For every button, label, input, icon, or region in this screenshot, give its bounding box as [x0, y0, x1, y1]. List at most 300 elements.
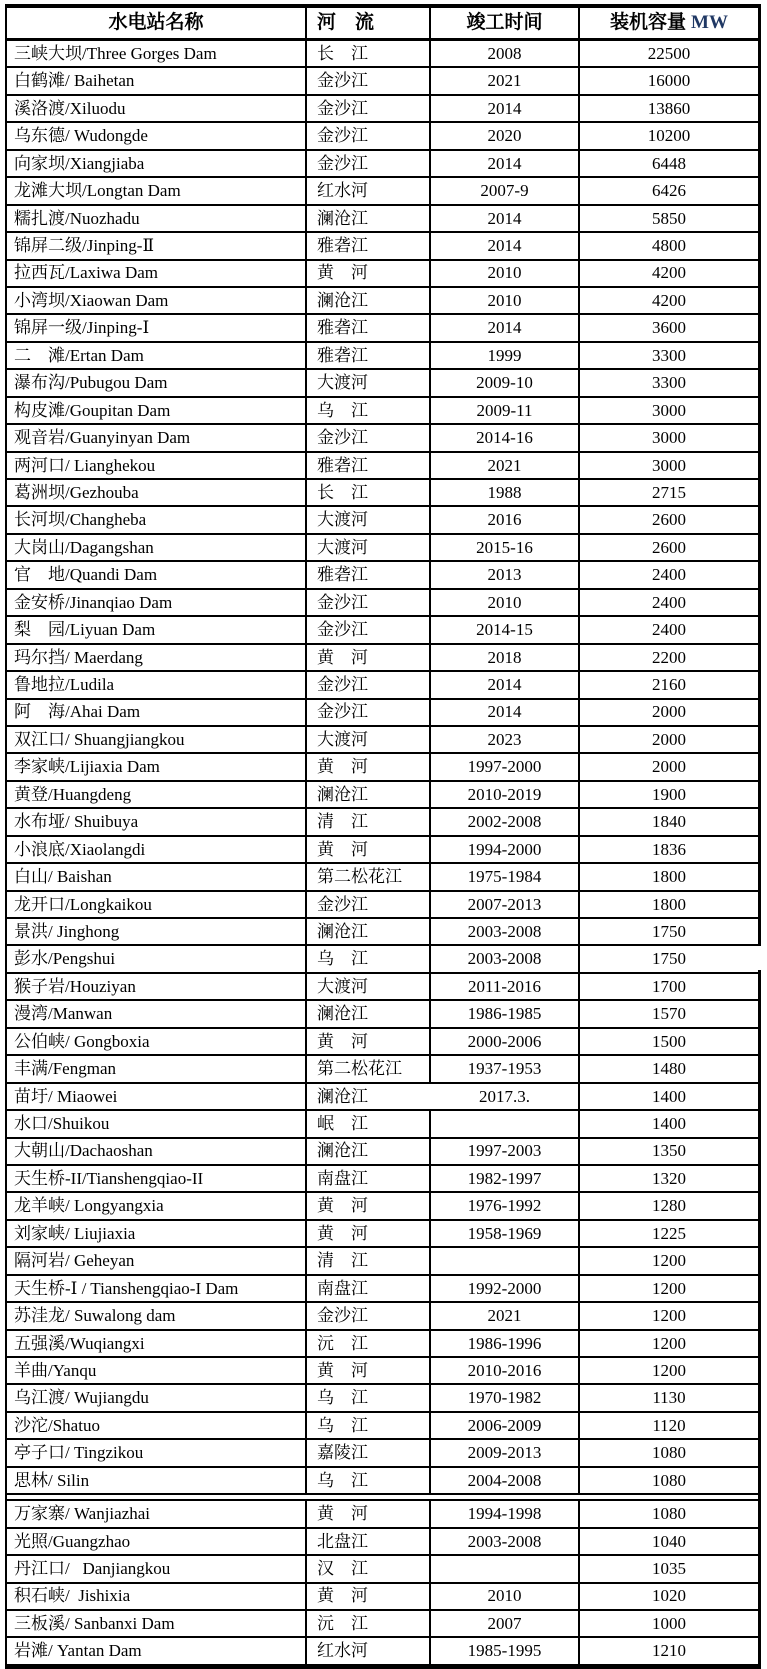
table-row: [7, 644, 758, 671]
completed-cell: 1997-2003: [430, 1138, 579, 1165]
column-header-station-name: 水电站名称: [7, 8, 306, 40]
station-name-cell: 龙羊峡/ Longyangxia: [7, 1192, 306, 1219]
station-name-cell: 白山/ Baishan: [7, 863, 306, 890]
river-cell: 乌 江: [306, 945, 430, 972]
completed-cell: 2010: [430, 1583, 579, 1610]
station-name-cell: 刘家峡/ Liujiaxia: [7, 1220, 306, 1247]
station-name-cell: 丰满/Fengman: [7, 1055, 306, 1082]
river-cell: 金沙江: [306, 891, 430, 918]
completed-cell: 2015-16: [430, 534, 579, 561]
station-name-cell: 大岗山/Dagangshan: [7, 534, 306, 561]
station-name-cell: 万家寨/ Wanjiazhai: [7, 1500, 306, 1527]
river-cell: 大渡河: [306, 726, 430, 753]
capacity-cell: 1500: [579, 1028, 758, 1055]
capacity-cell: 1200: [579, 1330, 758, 1357]
table-row: [7, 726, 758, 753]
capacity-cell: 1836: [579, 836, 758, 863]
table-row: [7, 287, 758, 314]
completed-cell: 2014: [430, 205, 579, 232]
completed-cell: 2014-16: [430, 424, 579, 451]
river-cell: 沅 江: [306, 1330, 430, 1357]
capacity-cell: 1750: [579, 945, 758, 972]
station-name-cell: 岩滩/ Yantan Dam: [7, 1637, 306, 1664]
completed-cell: 1997-2000: [430, 753, 579, 780]
completed-cell: 2014: [430, 232, 579, 259]
capacity-cell: 1080: [579, 1439, 758, 1466]
station-name-cell: 三峡大坝/Three Gorges Dam: [7, 40, 306, 68]
capacity-cell: 2600: [579, 534, 758, 561]
capacity-cell: 1750: [579, 918, 758, 945]
completed-cell: 1970-1982: [430, 1384, 579, 1411]
river-cell: 红水河: [306, 1637, 430, 1664]
station-name-cell: 拉西瓦/Laxiwa Dam: [7, 260, 306, 287]
river-cell: 大渡河: [306, 973, 430, 1000]
completed-cell: 2010: [430, 260, 579, 287]
completed-cell: 1999: [430, 342, 579, 369]
river-cell: 雅砻江: [306, 452, 430, 479]
river-cell: 金沙江: [306, 616, 430, 643]
river-cell: 金沙江: [306, 699, 430, 726]
table-row: [7, 1500, 758, 1527]
completed-cell: [430, 1555, 579, 1582]
station-name-cell: 丹江口/ Danjiangkou: [7, 1555, 306, 1582]
station-name-cell: 乌江渡/ Wujiangdu: [7, 1384, 306, 1411]
river-cell: 乌 江: [306, 1384, 430, 1411]
river-cell: 金沙江: [306, 150, 430, 177]
river-cell: 沅 江: [306, 1610, 430, 1637]
river-cell: 乌 江: [306, 1412, 430, 1439]
completed-cell: 1985-1995: [430, 1637, 579, 1664]
table-row: [7, 589, 758, 616]
completed-cell: [430, 1110, 579, 1137]
capacity-cell: 2600: [579, 506, 758, 533]
station-name-cell: 天生桥-Ⅰ / Tianshengqiao-I Dam: [7, 1275, 306, 1302]
capacity-cell: 4200: [579, 260, 758, 287]
completed-cell: 2009-2013: [430, 1439, 579, 1466]
capacity-cell: 2000: [579, 753, 758, 780]
capacity-cell: 2400: [579, 616, 758, 643]
river-cell: 大渡河: [306, 534, 430, 561]
completed-cell: 2007-9: [430, 177, 579, 204]
station-name-cell: 小浪底/Xiaolangdi: [7, 836, 306, 863]
table-row: [7, 781, 758, 808]
capacity-cell: 1200: [579, 1247, 758, 1274]
completed-cell: 2016: [430, 506, 579, 533]
completed-cell: 2014: [430, 314, 579, 341]
river-cell: 雅砻江: [306, 342, 430, 369]
table-row: [7, 1138, 758, 1165]
table-row: [7, 1610, 758, 1637]
river-cell: 岷 江: [306, 1110, 430, 1137]
capacity-cell: 4800: [579, 232, 758, 259]
table-row: [7, 699, 758, 726]
completed-cell: 1958-1969: [430, 1220, 579, 1247]
completed-cell: 2011-2016: [430, 973, 579, 1000]
column-header-capacity-zh: 装机容量: [610, 12, 687, 34]
completed-cell: 2004-2008: [430, 1467, 579, 1494]
column-header-river: 河 流: [306, 8, 430, 40]
table-row: [7, 1192, 758, 1219]
capacity-cell: 1000: [579, 1610, 758, 1637]
river-cell: 南盘江: [306, 1275, 430, 1302]
station-name-cell: 向家坝/Xiangjiaba: [7, 150, 306, 177]
capacity-cell: 3300: [579, 369, 758, 396]
table-row: [7, 1637, 758, 1664]
table-row: [7, 1384, 758, 1411]
station-name-cell: 五强溪/Wuqiangxi: [7, 1330, 306, 1357]
station-name-cell: 糯扎渡/Nuozhadu: [7, 205, 306, 232]
capacity-cell: 2000: [579, 699, 758, 726]
capacity-cell: 1800: [579, 863, 758, 890]
completed-cell: 2009-10: [430, 369, 579, 396]
capacity-cell: 3000: [579, 424, 758, 451]
table-row: [7, 1412, 758, 1439]
table-segment-1: [7, 8, 758, 1495]
completed-cell: 2010-2019: [430, 781, 579, 808]
capacity-cell: 2000: [579, 726, 758, 753]
table-row: [7, 205, 758, 232]
completed-cell: 2003-2008: [430, 945, 579, 972]
table-row: [7, 945, 758, 972]
completed-cell: 1988: [430, 479, 579, 506]
completed-cell: 2003-2008: [430, 918, 579, 945]
river-cell: 黄 河: [306, 1583, 430, 1610]
river-cell: 第二松花江: [306, 863, 430, 890]
capacity-cell: 1280: [579, 1192, 758, 1219]
river-cell: 澜沧江: [306, 1138, 430, 1165]
completed-cell: 1992-2000: [430, 1275, 579, 1302]
river-cell: 大渡河: [306, 369, 430, 396]
completed-cell: 1986-1985: [430, 1000, 579, 1027]
table-row: [7, 397, 758, 424]
capacity-cell: 1700: [579, 973, 758, 1000]
table-row: [7, 424, 758, 451]
river-cell: 雅砻江: [306, 561, 430, 588]
capacity-cell: 6426: [579, 177, 758, 204]
station-name-cell: 梨 园/Liyuan Dam: [7, 616, 306, 643]
capacity-cell: 1200: [579, 1357, 758, 1384]
capacity-cell: 1080: [579, 1467, 758, 1494]
capacity-cell: 1200: [579, 1302, 758, 1329]
completed-cell: 2018: [430, 644, 579, 671]
river-cell: 嘉陵江: [306, 1439, 430, 1466]
capacity-cell: 1130: [579, 1384, 758, 1411]
station-name-cell: 水布垭/ Shuibuya: [7, 808, 306, 835]
completed-cell: 1976-1992: [430, 1192, 579, 1219]
table-body-1: [7, 40, 758, 1495]
station-name-cell: 乌东德/ Wudongde: [7, 122, 306, 149]
table-row: [7, 1083, 758, 1110]
river-cell: 金沙江: [306, 589, 430, 616]
completed-cell: 2007-2013: [430, 891, 579, 918]
completed-cell: 2014: [430, 150, 579, 177]
river-cell: 澜沧江: [306, 205, 430, 232]
table-row: [7, 95, 758, 122]
completed-cell: 2007: [430, 1610, 579, 1637]
river-cell: 黄 河: [306, 1357, 430, 1384]
capacity-cell: 5850: [579, 205, 758, 232]
completed-cell: 2003-2008: [430, 1528, 579, 1555]
completed-cell: 2014: [430, 671, 579, 698]
table-row: [7, 534, 758, 561]
completed-cell: 2017.3.: [430, 1083, 579, 1110]
river-cell: 乌 江: [306, 397, 430, 424]
completed-cell: 1982-1997: [430, 1165, 579, 1192]
river-cell: 黄 河: [306, 644, 430, 671]
table-row: [7, 122, 758, 149]
table-row: [7, 1330, 758, 1357]
station-name-cell: 官 地/Quandi Dam: [7, 561, 306, 588]
table-row: [7, 1110, 758, 1137]
station-name-cell: 羊曲/Yanqu: [7, 1357, 306, 1384]
table-row: [7, 1275, 758, 1302]
capacity-cell: 1120: [579, 1412, 758, 1439]
table-row: [7, 1528, 758, 1555]
capacity-cell: 4200: [579, 287, 758, 314]
river-cell: 澜沧江: [306, 1000, 430, 1027]
table-row: [7, 1583, 758, 1610]
station-name-cell: 阿 海/Ahai Dam: [7, 699, 306, 726]
station-name-cell: 锦屏二级/Jinping-Ⅱ: [7, 232, 306, 259]
table-row: [7, 671, 758, 698]
capacity-cell: 3000: [579, 452, 758, 479]
table-row: [7, 40, 758, 68]
river-cell: 金沙江: [306, 95, 430, 122]
table-row: [7, 836, 758, 863]
table-row: [7, 479, 758, 506]
station-name-cell: 龙开口/Longkaikou: [7, 891, 306, 918]
station-name-cell: 公伯峡/ Gongboxia: [7, 1028, 306, 1055]
table-header: [7, 8, 758, 40]
capacity-cell: 2715: [579, 479, 758, 506]
capacity-cell: 1570: [579, 1000, 758, 1027]
station-name-cell: 溪洛渡/Xiluodu: [7, 95, 306, 122]
station-name-cell: 二 滩/Ertan Dam: [7, 342, 306, 369]
station-name-cell: 天生桥-II/Tianshengqiao-II: [7, 1165, 306, 1192]
completed-cell: 2009-11: [430, 397, 579, 424]
station-name-cell: 锦屏一级/Jinping-Ⅰ: [7, 314, 306, 341]
station-name-cell: 构皮滩/Goupitan Dam: [7, 397, 306, 424]
station-name-cell: 思林/ Silin: [7, 1467, 306, 1494]
table-row: [7, 561, 758, 588]
capacity-cell: 1035: [579, 1555, 758, 1582]
river-cell: 澜沧江: [306, 918, 430, 945]
river-cell: 黄 河: [306, 1028, 430, 1055]
river-cell: 金沙江: [306, 122, 430, 149]
table-row: [7, 1439, 758, 1466]
table-row: [7, 342, 758, 369]
table-row: [7, 863, 758, 890]
completed-cell: 2002-2008: [430, 808, 579, 835]
station-name-cell: 沙沱/Shatuo: [7, 1412, 306, 1439]
table-row: [7, 918, 758, 945]
river-cell: 长 江: [306, 479, 430, 506]
completed-cell: 2014: [430, 95, 579, 122]
station-name-cell: 光照/Guangzhao: [7, 1528, 306, 1555]
station-name-cell: 小湾坝/Xiaowan Dam: [7, 287, 306, 314]
table-row: [7, 452, 758, 479]
station-name-cell: 景洪/ Jinghong: [7, 918, 306, 945]
capacity-cell: 1080: [579, 1500, 758, 1527]
completed-cell: 2023: [430, 726, 579, 753]
station-name-cell: 白鹤滩/ Baihetan: [7, 67, 306, 94]
river-cell: 红水河: [306, 177, 430, 204]
completed-cell: 2021: [430, 67, 579, 94]
river-cell: 金沙江: [306, 424, 430, 451]
station-name-cell: 苗圩/ Miaowei: [7, 1083, 306, 1110]
completed-cell: 2010-2016: [430, 1357, 579, 1384]
river-cell: 大渡河: [306, 506, 430, 533]
table-row: [7, 369, 758, 396]
table-body-2: [7, 1500, 758, 1665]
river-cell: 黄 河: [306, 753, 430, 780]
completed-cell: 2008: [430, 40, 579, 68]
table-row: [7, 1555, 758, 1582]
table-row: [7, 1302, 758, 1329]
capacity-cell: 1400: [579, 1110, 758, 1137]
header-row: [7, 8, 758, 40]
river-cell: 澜沧江: [306, 1083, 430, 1110]
river-cell: 清 江: [306, 808, 430, 835]
capacity-cell: 1350: [579, 1138, 758, 1165]
station-name-cell: 漫湾/Manwan: [7, 1000, 306, 1027]
river-cell: 澜沧江: [306, 781, 430, 808]
table-row: [7, 1165, 758, 1192]
capacity-cell: 1210: [579, 1637, 758, 1664]
table-row: [7, 973, 758, 1000]
table-row: [7, 891, 758, 918]
station-name-cell: 隔河岩/ Geheyan: [7, 1247, 306, 1274]
completed-cell: 2021: [430, 1302, 579, 1329]
completed-cell: 1994-1998: [430, 1500, 579, 1527]
river-cell: 北盘江: [306, 1528, 430, 1555]
river-cell: 黄 河: [306, 1500, 430, 1527]
capacity-cell: 13860: [579, 95, 758, 122]
capacity-cell: 22500: [579, 40, 758, 68]
capacity-cell: 1480: [579, 1055, 758, 1082]
station-name-cell: 葛洲坝/Gezhouba: [7, 479, 306, 506]
completed-cell: 1994-2000: [430, 836, 579, 863]
completed-cell: 2006-2009: [430, 1412, 579, 1439]
table-row: [7, 1000, 758, 1027]
station-name-cell: 大朝山/Dachaoshan: [7, 1138, 306, 1165]
hydropower-stations-table: [5, 4, 761, 1669]
capacity-cell: 1040: [579, 1528, 758, 1555]
station-name-cell: 亭子口/ Tingzikou: [7, 1439, 306, 1466]
station-name-cell: 双江口/ Shuangjiangkou: [7, 726, 306, 753]
station-name-cell: 李家峡/Lijiaxia Dam: [7, 753, 306, 780]
completed-cell: 1986-1996: [430, 1330, 579, 1357]
capacity-cell: 1400: [579, 1083, 758, 1110]
station-name-cell: 积石峡/ Jishixia: [7, 1583, 306, 1610]
station-name-cell: 彭水/Pengshui: [7, 945, 306, 972]
station-name-cell: 鲁地拉/Ludila: [7, 671, 306, 698]
river-cell: 黄 河: [306, 260, 430, 287]
river-cell: 金沙江: [306, 1302, 430, 1329]
river-cell: 雅砻江: [306, 232, 430, 259]
river-cell: 长 江: [306, 40, 430, 68]
column-header-capacity: [579, 8, 758, 40]
table-row: [7, 1028, 758, 1055]
completed-cell: 2000-2006: [430, 1028, 579, 1055]
station-name-cell: 龙滩大坝/Longtan Dam: [7, 177, 306, 204]
table-row: [7, 1055, 758, 1082]
completed-cell: 2013: [430, 561, 579, 588]
completed-cell: 1937-1953: [430, 1055, 579, 1082]
table-row: [7, 753, 758, 780]
capacity-cell: 2400: [579, 589, 758, 616]
capacity-cell: 1020: [579, 1583, 758, 1610]
station-name-cell: 三板溪/ Sanbanxi Dam: [7, 1610, 306, 1637]
river-cell: 清 江: [306, 1247, 430, 1274]
station-name-cell: 金安桥/Jinanqiao Dam: [7, 589, 306, 616]
capacity-cell: 3300: [579, 342, 758, 369]
completed-cell: 2010: [430, 287, 579, 314]
river-cell: 乌 江: [306, 1467, 430, 1494]
capacity-cell: 1800: [579, 891, 758, 918]
completed-cell: 2020: [430, 122, 579, 149]
river-cell: 汉 江: [306, 1555, 430, 1582]
table-row: [7, 150, 758, 177]
capacity-cell: 6448: [579, 150, 758, 177]
table-row: [7, 506, 758, 533]
capacity-cell: 1840: [579, 808, 758, 835]
table-row: [7, 1357, 758, 1384]
river-cell: 南盘江: [306, 1165, 430, 1192]
table-row: [7, 177, 758, 204]
completed-cell: [430, 1247, 579, 1274]
table-row: [7, 1247, 758, 1274]
river-cell: 黄 河: [306, 1220, 430, 1247]
capacity-cell: 10200: [579, 122, 758, 149]
table-segment-2: [7, 1499, 758, 1666]
river-cell: 黄 河: [306, 1192, 430, 1219]
capacity-cell: 3000: [579, 397, 758, 424]
table-row: [7, 1220, 758, 1247]
table-row: [7, 67, 758, 94]
capacity-cell: 1225: [579, 1220, 758, 1247]
capacity-cell: 2160: [579, 671, 758, 698]
table-row: [7, 616, 758, 643]
station-name-cell: 黄登/Huangdeng: [7, 781, 306, 808]
river-cell: 金沙江: [306, 671, 430, 698]
station-name-cell: 苏洼龙/ Suwalong dam: [7, 1302, 306, 1329]
completed-cell: 2014-15: [430, 616, 579, 643]
capacity-cell: 16000: [579, 67, 758, 94]
completed-cell: 2021: [430, 452, 579, 479]
station-name-cell: 观音岩/Guanyinyan Dam: [7, 424, 306, 451]
station-name-cell: 长河坝/Changheba: [7, 506, 306, 533]
station-name-cell: 两河口/ Lianghekou: [7, 452, 306, 479]
station-name-cell: 玛尔挡/ Maerdang: [7, 644, 306, 671]
column-header-completed: 竣工时间: [430, 8, 579, 40]
completed-cell: 1975-1984: [430, 863, 579, 890]
station-name-cell: 猴子岩/Houziyan: [7, 973, 306, 1000]
station-name-cell: 瀑布沟/Pubugou Dam: [7, 369, 306, 396]
capacity-cell: 1320: [579, 1165, 758, 1192]
table-row: [7, 232, 758, 259]
capacity-cell: 1900: [579, 781, 758, 808]
table-row: [7, 808, 758, 835]
capacity-cell: 2200: [579, 644, 758, 671]
completed-cell: 2014: [430, 699, 579, 726]
river-cell: 第二松花江: [306, 1055, 430, 1082]
river-cell: 雅砻江: [306, 314, 430, 341]
river-cell: 澜沧江: [306, 287, 430, 314]
missing-border-patch: [758, 946, 761, 970]
capacity-cell: 2400: [579, 561, 758, 588]
station-name-cell: 水口/Shuikou: [7, 1110, 306, 1137]
